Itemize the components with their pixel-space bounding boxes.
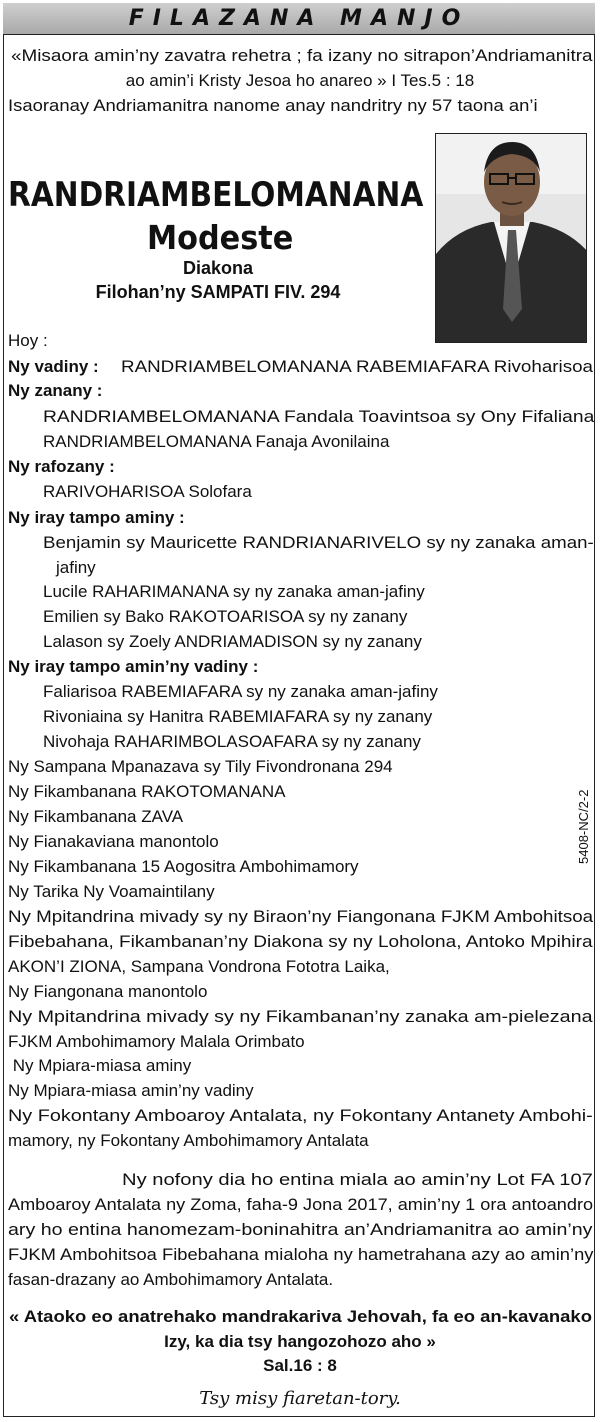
- funeral-line: ary ho entina hanomezam-boninahitra an’Andriamanitra ao amin’ny: [8, 1220, 593, 1239]
- closing-verse-line: Izy, ka dia tsy hangozohozo aho »: [164, 1332, 436, 1351]
- deceased-firstname: Modeste: [147, 218, 294, 257]
- group-entry: FJKM Ambohimamory Malala Orimbato: [8, 1032, 305, 1051]
- notice-header: [3, 3, 595, 35]
- group-entry: Ny Sampana Mpanazava sy Tily Fivondronana 294: [8, 757, 393, 776]
- funeral-line: fasan-drazany ao Ambohimamory Antalata.: [8, 1270, 334, 1289]
- children-label: Ny zanany :: [8, 381, 103, 400]
- verse-line: «Misaora amin’ny zavatra rehetra ; fa izany no sitrapon’Andriamanitra: [11, 46, 593, 65]
- child-entry: RANDRIAMBELOMANANA Fanaja Avonilaina: [43, 432, 390, 451]
- grandchild-label: Ny rafozany :: [8, 457, 115, 476]
- sibling-entry: Benjamin sy Mauricette RANDRIANARIVELO sy ny zanaka aman-: [43, 533, 594, 552]
- deceased-surname: RANDRIAMBELOMANANA: [8, 175, 424, 215]
- group-entry: Ny Fokontany Amboaroy Antalata, ny Fokontany Antanety Ambohi-: [8, 1106, 593, 1125]
- funeral-line: Amboaroy Antalata ny Zoma, faha-9 Jona 2017, amin’ny 1 ora antoandro: [8, 1195, 594, 1214]
- closing-verse-reference: Sal.16 : 8: [263, 1356, 337, 1375]
- spouse-siblings-label: Ny iray tampo amin’ny vadiny :: [8, 657, 259, 676]
- siblings-label: Ny iray tampo aminy :: [8, 508, 185, 527]
- closing-verse-line: « Ataoko eo anatrehako mandrakariva Jehovah, fa eo an-kavanako: [9, 1307, 592, 1326]
- header-title: FILAZANA MANJO: [128, 6, 470, 31]
- child-entry: RANDRIAMBELOMANANA Fandala Toavintsoa sy Ony Fifaliana: [43, 407, 595, 426]
- portrait-illustration: [436, 134, 587, 343]
- grandchild-entry: RARIVOHARISOA Solofara: [43, 482, 252, 501]
- group-entry: Ny Mpitandrina mivady sy ny Fikambanan’ny zanaka am-pielezana: [8, 1007, 593, 1026]
- hoy-label: Hoy :: [8, 331, 48, 350]
- group-entry: Fibebahana, Fikambanan’ny Diakona sy ny Loholona, Antoko Mpihira: [8, 932, 593, 951]
- group-entry: Ny Fikambanana 15 Aogositra Ambohimamory: [8, 857, 359, 876]
- group-entry: Ny Fikambanana RAKOTOMANANA: [8, 782, 286, 801]
- sibling-entry: Emilien sy Bako RAKOTOARISOA sy ny zanany: [43, 607, 408, 626]
- group-entry: Ny Fiangonana manontolo: [8, 982, 208, 1001]
- group-entry: Ny Fikambanana ZAVA: [8, 807, 184, 826]
- sibling-entry: jafiny: [56, 558, 96, 577]
- spouse-sibling-entry: Nivohaja RAHARIMBOLASOAFARA sy ny zanany: [43, 732, 421, 751]
- group-entry: Ny Tarika Ny Voamaintilany: [8, 882, 215, 901]
- group-entry: Ny Fianakaviana manontolo: [8, 832, 219, 851]
- group-entry: Ny Mpiara-miasa aminy: [8, 1056, 192, 1075]
- funeral-line: Ny nofony dia ho entina miala ao amin’ny Lot FA 107: [122, 1170, 593, 1189]
- spouse-sibling-entry: Faliarisoa RABEMIAFARA sy ny zanaka aman-jafiny: [43, 682, 438, 701]
- sibling-entry: Lalason sy Zoely ANDRIAMADISON sy ny zanany: [43, 632, 422, 651]
- sibling-entry: Lucile RAHARIMANANA sy ny zanaka aman-jafiny: [43, 582, 425, 601]
- spouse-label: Ny vadiny :: [8, 357, 99, 376]
- group-entry: AKON’I ZIONA, Sampana Vondrona Fototra Laika,: [8, 957, 390, 976]
- deceased-title: Diakona: [182, 258, 254, 278]
- portrait-photo: [435, 133, 587, 343]
- closing-signature: Tsy misy fiaretan-tory.: [199, 1388, 401, 1409]
- spouse-name: RANDRIAMBELOMANANA RABEMIAFARA Rivoharisoa: [121, 357, 594, 376]
- announcement: Isaoranay Andriamanitra nanome anay nandritry ny 57 taona an’i: [8, 96, 538, 115]
- side-reference-code: 5408-NC/2-2: [576, 789, 591, 864]
- group-entry: Ny Mpiara-miasa amin’ny vadiny: [8, 1081, 254, 1100]
- deceased-role: Filohan’ny SAMPATI FIV. 294: [95, 282, 341, 302]
- funeral-line: FJKM Ambohitsoa Fibebahana mialoha ny hametrahana azy ao amin’ny: [8, 1245, 594, 1264]
- group-entry: Ny Mpitandrina mivady sy ny Biraon’ny Fiangonana FJKM Ambohitsoa: [8, 907, 594, 926]
- spouse-sibling-entry: Rivoniaina sy Hanitra RABEMIAFARA sy ny zanany: [43, 707, 433, 726]
- group-entry: mamory, ny Fokontany Ambohimamory Antalata: [8, 1131, 369, 1150]
- verse-line: ao amin’i Kristy Jesoa ho anareo » I Tes.5 : 18: [125, 71, 475, 90]
